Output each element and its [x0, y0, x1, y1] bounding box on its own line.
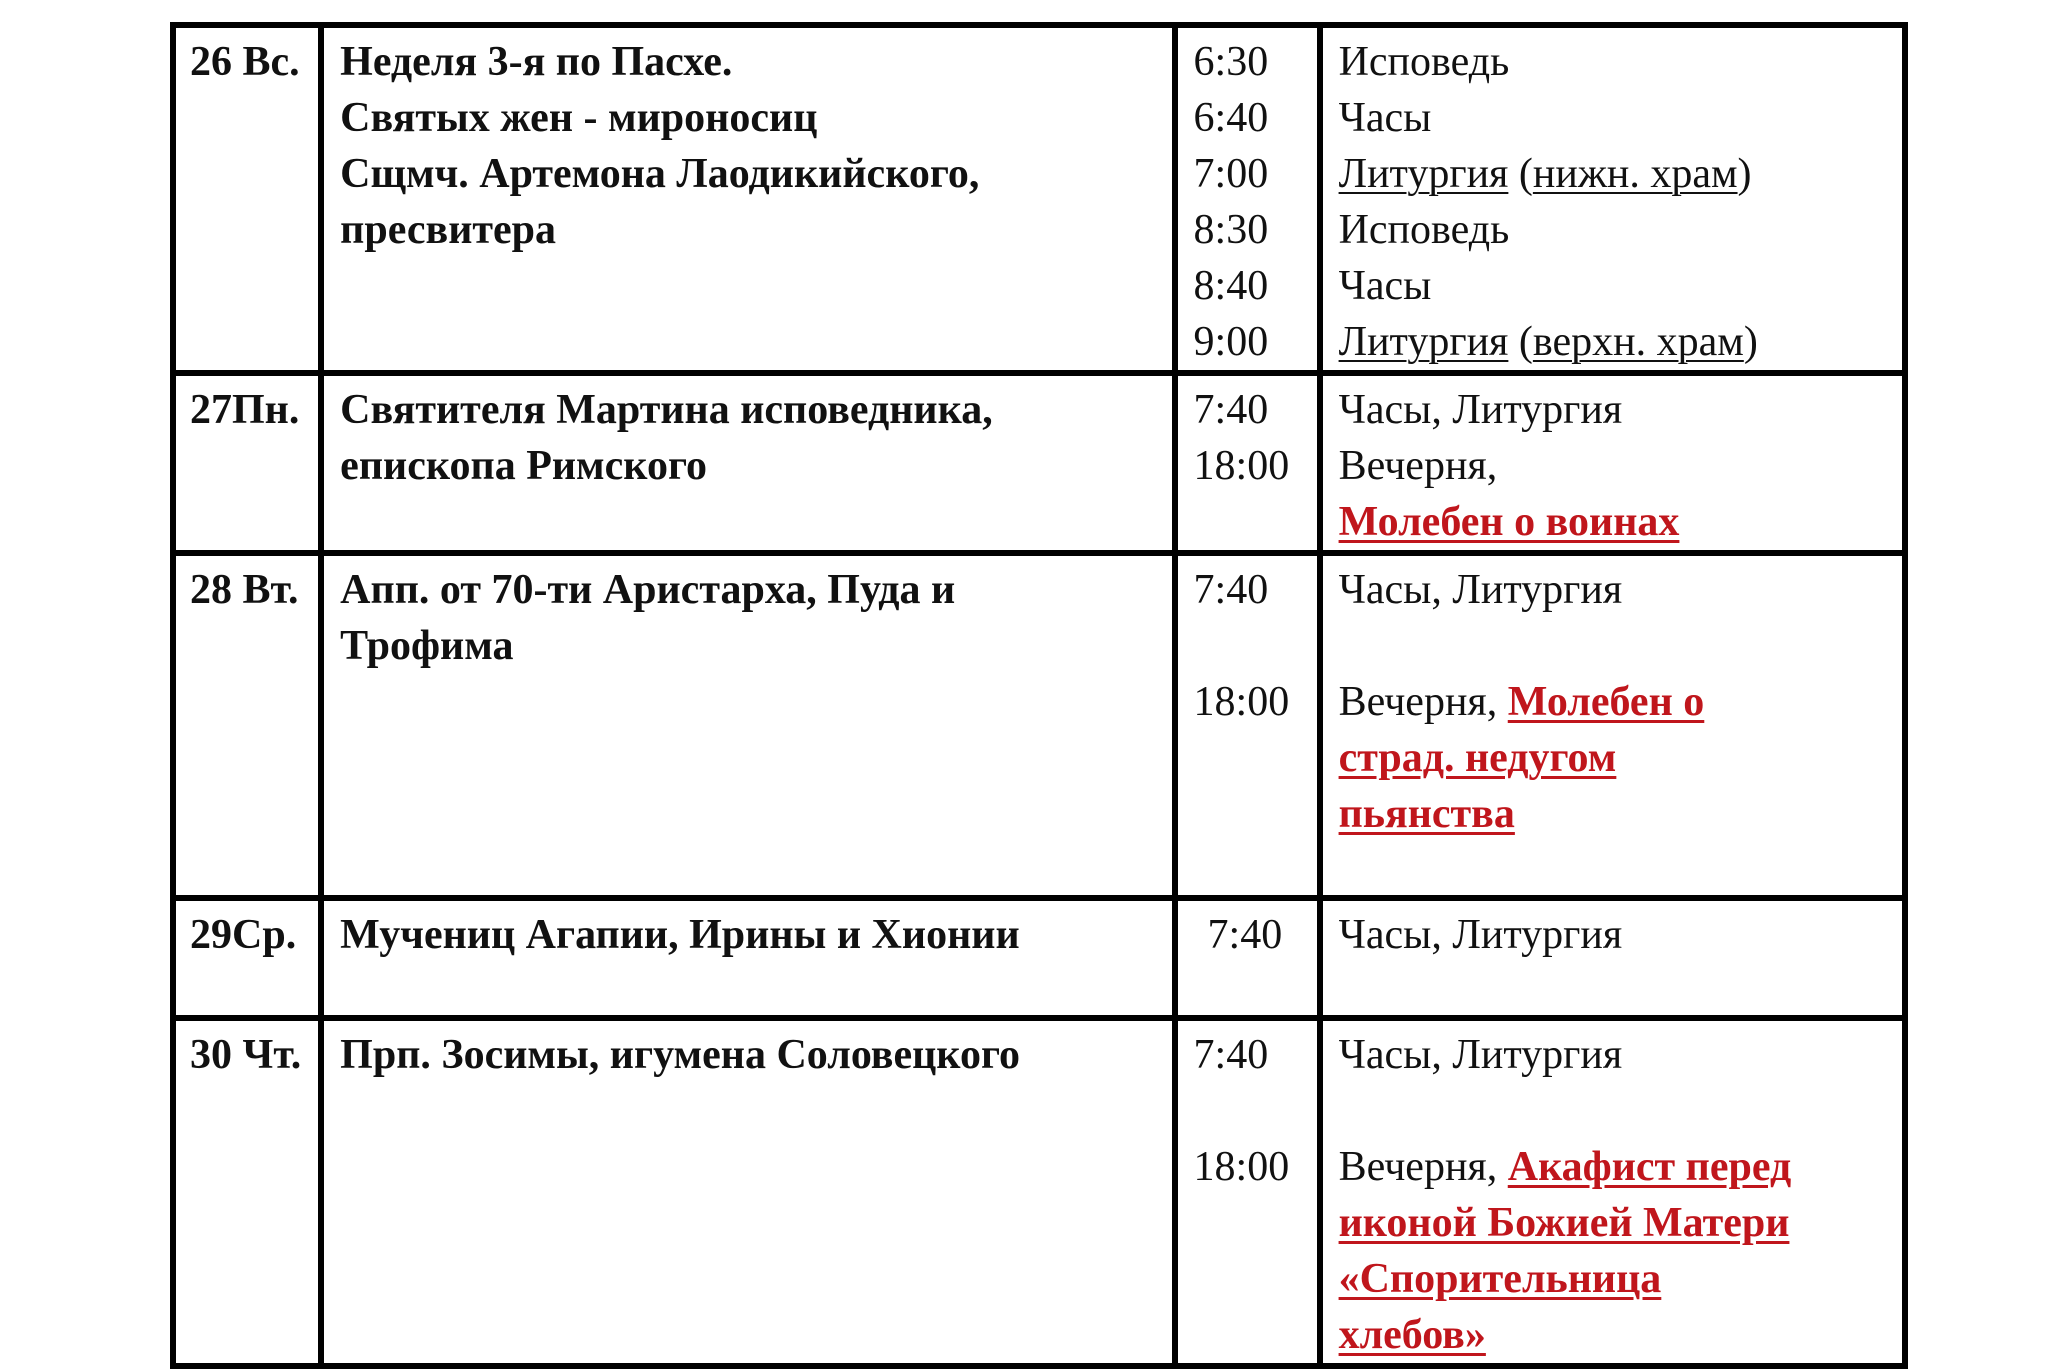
day-cell [173, 25, 321, 373]
akathist-link[interactable]: хлебов» [1338, 1312, 1486, 1358]
service-link[interactable]: Литургия [1338, 151, 1509, 197]
service-time: 7:40 [1207, 912, 1283, 958]
feast-line: епископа Римского [340, 443, 707, 489]
service-time: 18:00 [1193, 679, 1290, 725]
day-cell [173, 898, 321, 1018]
table-row [173, 553, 1905, 898]
service-time: 6:30 [1193, 39, 1269, 85]
day-cell [173, 373, 321, 553]
time-cell [1175, 1018, 1320, 1366]
spacer [1339, 1083, 1886, 1139]
service-cell [1320, 373, 1905, 553]
service-cell [1320, 1018, 1905, 1366]
table-row [173, 373, 1905, 553]
service-time: 18:00 [1193, 1144, 1290, 1190]
moleben-link[interactable]: Молебен о воинах [1338, 499, 1680, 545]
feast-cell [321, 898, 1174, 1018]
service-cell [1320, 25, 1905, 373]
service-name: Часы, Литургия [1338, 912, 1623, 958]
table-row [173, 1018, 1905, 1366]
service-name: Вечерня, [1338, 443, 1498, 489]
service-time: 6:40 [1193, 95, 1269, 141]
service-name: Литургия (верхн. храм) [1338, 319, 1758, 365]
akathist-link[interactable]: «Спорительница [1338, 1256, 1662, 1302]
service-name: Литургия (нижн. храм) [1338, 151, 1752, 197]
day-label: 27Пн. [190, 387, 300, 433]
service-time: 8:40 [1193, 263, 1269, 309]
moleben-link[interactable]: страд. недугом [1338, 735, 1617, 781]
service-name: Часы, Литургия [1338, 1032, 1623, 1078]
service-link[interactable]: Литургия [1338, 319, 1509, 365]
day-label: 29Ср. [190, 912, 297, 958]
time-cell [1175, 553, 1320, 898]
service-name: Часы, Литургия [1338, 387, 1623, 433]
service-name [1339, 730, 1886, 786]
day-label: 26 Вс. [190, 39, 300, 85]
day-label: 30 Чт. [190, 1032, 302, 1078]
feast-cell [321, 25, 1174, 373]
service-time: 7:40 [1193, 387, 1269, 433]
spacer [1339, 618, 1886, 674]
spacer [1194, 1083, 1301, 1139]
feast-line: Святителя Мартина исповедника, [340, 387, 993, 433]
feast-cell [321, 373, 1174, 553]
table-row [173, 25, 1905, 373]
church-link[interactable]: верхн. храм [1532, 319, 1744, 365]
service-name: Вечерня, Акафист перед [1338, 1144, 1792, 1190]
time-cell [1175, 25, 1320, 373]
church-link[interactable]: нижн. храм [1532, 151, 1738, 197]
feast-line: Святых жен - мироносиц [340, 95, 818, 141]
service-time: 7:40 [1193, 1032, 1269, 1078]
feast-line: Мучениц Агапии, Ирины и Хионии [340, 912, 1020, 958]
moleben-link[interactable]: Молебен о [1507, 679, 1705, 725]
feast-line: Неделя 3-я по Пасхе. [340, 39, 733, 85]
service-name: Исповедь [1338, 39, 1510, 85]
service-cell [1320, 553, 1905, 898]
service-time: 8:30 [1193, 207, 1269, 253]
time-cell [1175, 898, 1320, 1018]
service-name: Часы [1338, 95, 1432, 141]
service-time: 9:00 [1193, 319, 1269, 365]
spacer [1194, 618, 1301, 674]
service-name: Вечерня, Молебен о [1338, 679, 1705, 725]
service-name [1339, 1307, 1886, 1363]
service-name: Часы [1338, 263, 1432, 309]
service-time: 7:40 [1193, 567, 1269, 613]
feast-line: Сщмч. Артемона Лаодикийского, [340, 151, 980, 197]
service-name [1339, 1195, 1886, 1251]
feast-line: Прп. Зосимы, игумена Соловецкого [340, 1032, 1020, 1078]
moleben-link[interactable]: пьянства [1338, 791, 1515, 837]
service-name [1339, 1251, 1886, 1307]
service-cell [1320, 898, 1905, 1018]
day-label: 28 Вт. [190, 567, 299, 613]
time-cell [1175, 373, 1320, 553]
day-cell [173, 553, 321, 898]
day-cell [173, 1018, 321, 1366]
feast-cell [321, 1018, 1174, 1366]
service-name [1339, 786, 1886, 842]
feast-cell [321, 553, 1174, 898]
service-time: 7:00 [1193, 151, 1269, 197]
akathist-link[interactable]: Акафист перед [1507, 1144, 1792, 1190]
service-name: Исповедь [1338, 207, 1510, 253]
feast-line: Трофима [340, 623, 514, 669]
feast-line: пресвитера [340, 207, 557, 253]
service-name: Часы, Литургия [1338, 567, 1623, 613]
akathist-link[interactable]: иконой Божией Матери [1338, 1200, 1790, 1246]
table-row [173, 898, 1905, 1018]
service-name [1339, 494, 1886, 550]
feast-line: Апп. от 70-ти Аристарха, Пуда и [340, 567, 956, 613]
schedule-table [170, 22, 1908, 1369]
service-time: 18:00 [1193, 443, 1290, 489]
